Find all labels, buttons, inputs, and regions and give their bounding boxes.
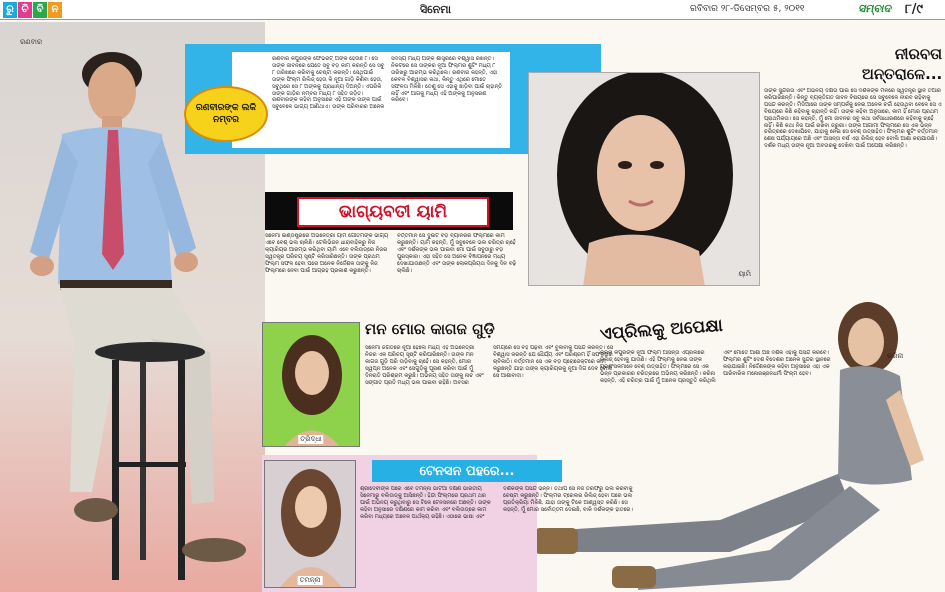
portrait-illustration (263, 323, 360, 447)
headline-line-1: ନୀରବତା (894, 45, 942, 63)
brand-letter-4: ନ (48, 2, 62, 18)
photo-credit: ରଣବୀର (20, 38, 43, 46)
tension-article-body: ଶ୍ରୀଦେବୀଙ୍କ ପରେ ଏବେ ତମନ୍ନା ଭାଟିଆ ଦକ୍ଷିଣ ଭାରତୀୟ ସିନେମାରୁ ବଲିଉଡ୍‌କୁ ଆସିଛନ୍ତି। ହିନ୍ଦୀ ଫିଲ୍ମରେ ପ୍ରଥମ ଥର ପାଇଁ ଅଭିନୟ କରୁଥିବାରୁ ସେ ଟିକେ ଟେନସନରେ ଅଛନ୍ତି। ତାଙ୍କ କହିବା ଅନୁସାରେ ଦକ୍ଷିଣରେ କାମ କରିବା ଏବଂ ବଲିଉଡ୍‌ରେ କାମ କରିବା ମଧ୍ୟରେ ଅନେକ ପାର୍ଥକ୍ୟ ରହିଛି। ଏଠାରେ ଭାଷା ଏବଂ ଦର୍ଶକଙ୍କ ପସନ୍ଦ ଭିନ୍ନ। ତଥାପି ସେ ନିଜ ତରଫରୁ ଭଲ କରିବାକୁ ଚେଷ୍ଟା କରୁଛନ୍ତି। ଫିଲ୍ମର ଟ୍ରେଲର ରିଲିଜ୍ ହେବା ପରେ ଭଲ ପ୍ରତିକ୍ରିୟା ମିଳିଛି, ଯାହା ତାଙ୍କୁ ଟିକେ ଆଶ୍ୱସ୍ତ କରିଛି। ସେ କହନ୍ତି, ମୁଁ ମୋର ସର୍ବୋତ୍ତମ ଦେଇଛି, ବାକି ଦର୍ଶକଙ୍କ ହାତରେ। (360, 486, 633, 520)
man-mora-photo (262, 322, 360, 447)
photo-credit: ତ୍ରିଦ୍ଧା (300, 435, 322, 443)
ranbir-headline-badge: ରଣବୀରଙ୍କ ଲକି ନମ୍ବର (184, 86, 268, 142)
photo-credit: ୟାମି (738, 270, 751, 278)
neerabata-article-body: ତାଙ୍କ ସୁନ୍ଦରତା ଏବଂ ଅଭିନୟ ଦକ୍ଷତା ପାଇଁ ସେ ଦର୍ଶକଙ୍କ ମନରେ ସ୍ୱତନ୍ତ୍ର ସ୍ଥାନ ତିଆରି କରିପାରିଛନ୍ତି। କିନ୍ତୁ ବ୍ୟକ୍ତିଗତ ଜୀବନ ବିଷୟରେ ସେ ସବୁବେଳେ ନୀରବ ରହିବାକୁ ପସନ୍ଦ କରନ୍ତି। ମିଡିଆରେ ତାଙ୍କ ସମ୍ପର୍କକୁ ନେଇ ଅନେକ ଚର୍ଚ୍ଚା ହେଉଥିବା ବେଳେ ସେ ଏ ବିଷୟରେ କିଛି କହିବାକୁ ଚାହାନ୍ତି ନାହିଁ। ତାଙ୍କ କହିବା ଅନୁସାରେ, କାମ ହିଁ ମୋର ପ୍ରଥମ ପ୍ରାଥମିକତା। ସେ କହନ୍ତି, ମୁଁ ମୋ ଜୀବନର ସବୁ କଥା ସର୍ବସାଧାରଣରେ କହିବାକୁ ଚାହେଁ ନାହିଁ। କିଛି କଥା ନିଜ ପାଇଁ ରଖିବା ଜରୁରୀ। ତାଙ୍କ ଆଗାମୀ ଫିଲ୍ମରେ ସେ ଏକ ଭିନ୍ନ ଚରିତ୍ରରେ ଦେଖାଯିବେ, ଯାହାକୁ ନେଇ ସେ ବେଶ୍ ଉତ୍ସାହିତ। ଫିଲ୍ମର ଶୁଟିଂ ବର୍ତ୍ତମାନ ଶେଷ ପର୍ଯ୍ୟାୟରେ ଅଛି ଏବଂ ଆସନ୍ତା ବର୍ଷ ଏହା ରିଲିଜ୍ ହେବ ବୋଲି ଆଶା କରାଯାଉଛି। ଦର୍ଶକ ମଧ୍ୟ ତାଙ୍କ ନୂଆ ଅବତାରକୁ ଦେଖିବା ପାଇଁ ଅପେକ୍ଷା କରିଛନ୍ତି। (764, 88, 942, 150)
brand-letter-2: ଚି (18, 2, 32, 18)
yami-article-body: ସିନେମା ଇଣ୍ଡଷ୍ଟ୍ରିରେ ଅଭିନେତ୍ରୀ ୟାମି ଗୌତମଙ୍କ ଭାଗ୍ୟ ଏବେ ବେଶ୍ ଭଲ ଚାଲିଛି। ଟେଲିଭିଜନ ଧାରାବାହିକରୁ ନିଜ କ୍ୟାରିୟର ଆରମ୍ଭ କରିଥିବା ୟାମି ଏବେ ବଲିଉଡ୍‌ରେ ନିଜର ସ୍ୱତନ୍ତ୍ର ପରିଚୟ ସୃଷ୍ଟି କରିସାରିଛନ୍ତି। ତାଙ୍କ ପ୍ରଥମ ଫିଲ୍ମ ସଫଳ ହେବା ପରେ ଅନେକ ନିର୍ଦ୍ଦେଶକ ତାଙ୍କୁ ନିଜ ଫିଲ୍ମରେ ନେବା ପାଇଁ ଆଗ୍ରହ ପ୍ରକାଶ କରୁଛନ୍ତି। ବର୍ତ୍ତମାନ ସେ ଦୁଇଟି ବଡ଼ ବ୍ୟାନରର ଫିଲ୍ମରେ କାମ କରୁଛନ୍ତି। ୟାମି କହନ୍ତି, ମୁଁ ସବୁବେଳେ ଭଲ ଚରିତ୍ର ଚାହେଁ ଏବଂ ଦର୍ଶକଙ୍କ ଭଲ ପାଇବା ମୋ ପାଇଁ ସବୁଠାରୁ ବଡ଼ ପୁରସ୍କାର। ଏହା ସହିତ ସେ ଅନେକ ବିଜ୍ଞାପନରେ ମଧ୍ୟ ଦେଖାଯାଉଛନ୍ତି ଏବଂ ତାଙ୍କ ଲୋକପ୍ରିୟତା ଦିନକୁ ଦିନ ବଢ଼ି ଚାଲିଛି। (265, 233, 517, 274)
portrait-illustration (265, 461, 356, 588)
photo-credit: କରିନା (887, 352, 904, 360)
paper-logo: ସମ୍ବାଦ (858, 2, 891, 15)
dateline: ରବିବାର ୨୮-ଡିସେମ୍ବର ୫, ୨୦୧୧ (690, 4, 805, 14)
brand-letter-1: ରୁ (3, 2, 17, 18)
section-title: ସିନେମା (420, 3, 451, 16)
tension-photo (264, 460, 356, 588)
brand-letter-3: ବି (33, 2, 47, 18)
ranbir-article-body: ରଣବୀର କପୁରଙ୍କ ଫେଭରିଟ୍ ଅଙ୍କ ହେଉଛି ୮। ସେ ତାଙ୍କ ଜୀବନରେ ଯେତେ ସବୁ ବଡ଼ କାମ କରନ୍ତି ସେ ସବୁ ୮ ତାରିଖରେ କରିବାକୁ ଚେଷ୍ଟା କରନ୍ତି। ସେଥିପାଇଁ ତାଙ୍କ ଫିଲ୍ମ ରିଲିଜ୍ ହେଉ କି ନୂଆ ଗାଡ଼ି କିଣିବା ହେଉ, ସବୁଥିରେ ସେ ୮ ଅଙ୍କକୁ ପ୍ରାଧାନ୍ୟ ଦିଅନ୍ତି। ଏପରିକି ତାଙ୍କ ଗାଡ଼ିର ନମ୍ବର ମଧ୍ୟ ୮ ସହିତ ଜଡ଼ିତ। ରଣବୀରଙ୍କ କହିବା ଅନୁସାରେ ଏହି ଅଙ୍କ ତାଙ୍କ ପାଇଁ ସବୁବେଳେ ଭାଗ୍ୟ ଆଣିଥାଏ। ତାଙ୍କ ପରିବାରର ଅନେକ ସଦସ୍ୟ ମଧ୍ୟ ଅଙ୍କ ଶାସ୍ତ୍ରରେ ବିଶ୍ୱାସ ରଖନ୍ତି। ନିକଟରେ ସେ ତାଙ୍କର ନୂଆ ଫିଲ୍ମର ଶୁଟିଂ ମଧ୍ୟ ୮ ତାରିଖରୁ ଆରମ୍ଭ କରିଥିଲେ। ରଣବୀର କହନ୍ତି, ଏହା କେବଳ ବିଶ୍ୱାସର କଥା, କିନ୍ତୁ ଏଥିରେ ମୋତେ ସଫଳତା ମିଳିଛି। ତେଣୁ ସେ ଏହାକୁ ଛାଡ଼ିବା ପାଇଁ ଚାହାନ୍ତି ନାହିଁ ଏବଂ ଆଗକୁ ମଧ୍ୟ ଏହି ଅଙ୍କକୁ ଅନୁସରଣ କରିବେ। (272, 56, 503, 111)
man-mora-headline: ମନ ମୋର କାଗଜ ଗୁଡ଼ି (365, 320, 495, 338)
man-mora-article-body: ସିନେମା ଜଗତରେ ନୂଆ ହେଲେ ମଧ୍ୟ ଏହି ଅଭିନେତ୍ରୀ ନିଜର ଏକ ପରିଚୟ ସୃଷ୍ଟି କରିପାରିଛନ୍ତି। ତାଙ୍କ ମନ କାଗଜ ଗୁଡ଼ି ପରି ଉଡ଼ିବାକୁ ଚାହେଁ। ସେ କହନ୍ତି, ମୋର ସ୍ୱପ୍ନ ଅନେକ ଏବଂ ସେଗୁଡ଼ିକୁ ପୂରଣ କରିବା ପାଇଁ ମୁଁ ଦିନରାତି ପରିଶ୍ରମ କରୁଛି। ଅଭିନୟ ସହିତ ତାଙ୍କୁ ନାଚ ଏବଂ ସଙ୍ଗୀତ ପ୍ରତି ମଧ୍ୟ ଭଲ ପାଇବା ରହିଛି। ଅବସର ସମୟରେ ସେ ବହି ପଢ଼ିବା ଏବଂ ବୁଲିବାକୁ ପସନ୍ଦ କରନ୍ତି। ସେ ବିଶ୍ୱାସ କରନ୍ତି ଯେ ଧୈର୍ଯ୍ୟ ଏବଂ ପରିଶ୍ରମ ହିଁ ସଫଳତାର ଚାବିକାଠି। ବର୍ତ୍ତମାନ ସେ ଏକ ବଡ଼ ପ୍ରୋଜେକ୍ଟରେ କାମ କରୁଛନ୍ତି ଯାହା ତାଙ୍କ କ୍ୟାରିୟରକୁ ନୂଆ ଦିଗ ଦେବ ବୋଲି ସେ ଆଶାବାଦୀ। (365, 345, 614, 386)
page-number: ୮/୯ (905, 2, 923, 17)
photo-credit: ତମନ୍ନା (299, 576, 321, 584)
april-headline: ଏପ୍ରିଲକୁ ଅପେକ୍ଷା (599, 315, 724, 345)
tension-headline: ଟେନସନ ପହରେ... (372, 460, 562, 482)
portrait-illustration (529, 73, 760, 286)
supplement-logo (3, 2, 62, 18)
yami-photo (528, 72, 760, 286)
april-article-body: କରିନା କପୁରଙ୍କ ନୂଆ ଫିଲ୍ମ ଆସନ୍ତା ଏପ୍ରିଲରେ ରିଲିଜ୍ ହେବାକୁ ଯାଉଛି। ଏହି ଫିଲ୍ମକୁ ନେଇ ତାଙ୍କ ପ୍ରଶଂସକମାନେ ବେଶ୍ ଉତ୍ସାହିତ। ଫିଲ୍ମରେ ସେ ଏକ ଭିନ୍ନ ପ୍ରକାରର ଚରିତ୍ରରେ ଅଭିନୟ କରିଛନ୍ତି। କରିନା କହନ୍ତି, ଏହି ଚରିତ୍ର ପାଇଁ ମୁଁ ଅନେକ ପ୍ରସ୍ତୁତି କରିଥିଲି ଏବଂ ମୋତେ ଆଶା ଅଛି ଦର୍ଶକ ଏହାକୁ ପସନ୍ଦ କରିବେ। ଫିଲ୍ମର ଶୁଟିଂ ଦେଶ ବିଦେଶର ଅନେକ ସୁନ୍ଦର ସ୍ଥାନରେ କରାଯାଇଛି। ନିର୍ଦ୍ଦେଶକଙ୍କ କହିବା ଅନୁସାରେ ଏହା ଏକ ପାରିବାରିକ ମନୋରଞ୍ଜନଧର୍ମୀ ଫିଲ୍ମ ହେବ। (600, 350, 831, 384)
masthead (0, 0, 945, 20)
neerabata-headline (862, 44, 942, 84)
headline-line-2: ଅନ୍ତରାଳେ... (862, 65, 943, 83)
yami-headline: ଭାଗ୍ୟବତୀ ୟାମି (297, 197, 489, 227)
